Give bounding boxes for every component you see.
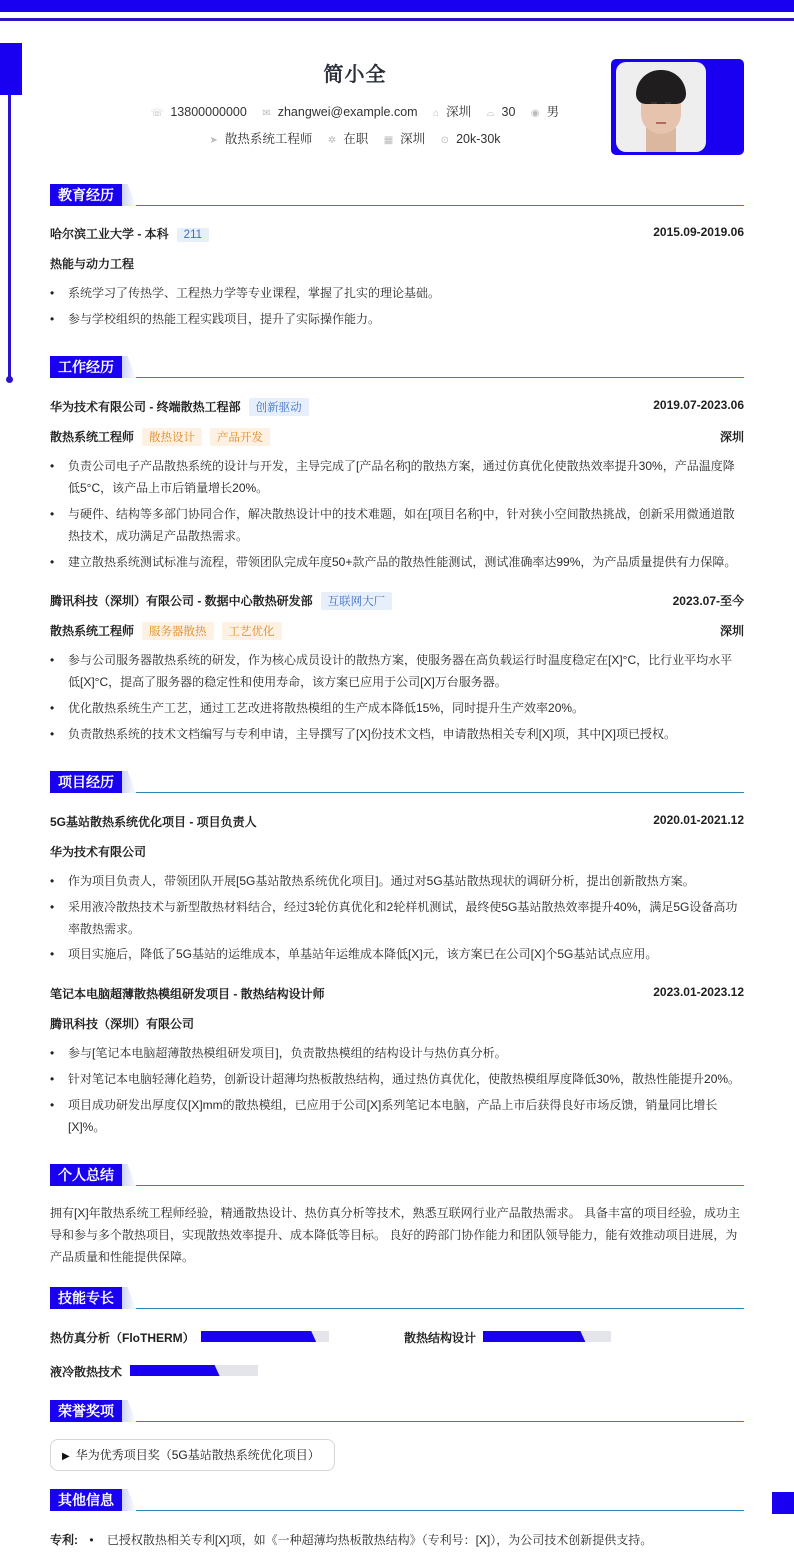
contact-age: ⌓ 30: [486, 105, 516, 119]
triangle-right-icon: ▶: [62, 1451, 70, 1462]
intent-salary: ⊙ 20k-30k: [440, 132, 501, 146]
company-tag: 创新驱动: [249, 398, 309, 416]
mail-icon: ✉: [262, 108, 271, 119]
other-item: 已授权散热相关专利[X]项，如《一种超薄均热板散热结构》（专利号：[X]），为公司技术创新提供支持。: [106, 1533, 653, 1547]
side-timeline-line: [8, 95, 11, 379]
list-item: • 项目成功研发出厚度仅[X]mm的散热模组，已应用于公司[X]系列笔记本电脑，产品上市后获得良好市场反馈，销量同比增长[X]%。: [50, 1094, 744, 1138]
skill-name: 热仿真分析（FloTHERM）: [50, 1331, 195, 1345]
contact-city: ⌂ 深圳: [433, 105, 472, 119]
other-label: 专利:: [50, 1533, 78, 1547]
work-date: 2019.07-2023.06: [653, 398, 744, 412]
section-other: [50, 1489, 744, 1511]
list-item: • 系统学习了传热学、工程热力学等专业课程，掌握了扎实的理论基础。: [50, 282, 744, 304]
phone-icon: ☏: [150, 108, 164, 119]
contact-email[interactable]: ✉ zhangwei@example.com: [262, 105, 418, 119]
skill-level-bar: [483, 1331, 611, 1342]
top-accent-line: [0, 18, 794, 21]
section-title: 项目经历: [50, 771, 122, 793]
section-title: 教育经历: [50, 184, 122, 206]
work-header: [50, 592, 744, 610]
skill-name: 液冷散热技术: [50, 1365, 123, 1379]
school-name: 哈尔滨工业大学 - 本科: [50, 227, 169, 241]
skill-name: 散热结构设计: [404, 1331, 477, 1345]
education-date: 2015.09-2019.06: [653, 225, 744, 239]
work-role-row: [50, 428, 744, 446]
home-icon: ⌂: [433, 108, 440, 119]
work-location: 深圳: [719, 624, 744, 638]
section-title: 个人总结: [50, 1164, 122, 1186]
project-header: [50, 813, 744, 830]
list-item: • 采用液冷散热技术与新型散热材料结合，经过3轮仿真优化和2轮样机测试，最终使5G基站散热效率提升40%，满足5G设备高功率散热需求。: [50, 896, 744, 940]
salary-icon: ⊙: [440, 135, 450, 146]
skill-tag: 工艺优化: [222, 622, 282, 640]
top-accent-bar: [0, 0, 794, 12]
side-accent-block: [0, 43, 22, 95]
project-title: 笔记本电脑超薄散热模组研发项目 - 散热结构设计师: [50, 987, 325, 1001]
section-education: [50, 184, 744, 206]
list-item: • 作为项目负责人，带领团队开展[5G基站散热系统优化项目]。通过对5G基站散热现状的调研分析，提出创新散热方案。: [50, 870, 744, 892]
work-date: 2023.07-至今: [672, 594, 744, 608]
work-role-row: [50, 622, 744, 640]
skill-level-bar: [130, 1365, 258, 1376]
list-item: • 与硬件、结构等多部门协同合作，解决散热设计中的技术难题，如在[项目名称]中，针对狭小空间散热挑战，创新采用微通道散热技术，成功满足产品散热需求。: [50, 503, 744, 547]
section-summary: [50, 1164, 744, 1186]
section-title: 其他信息: [50, 1489, 122, 1511]
intent-city: ▦ 深圳: [383, 132, 426, 146]
contact-phone: ☏ 13800000000: [150, 105, 247, 119]
project-date: 2020.01-2021.12: [653, 813, 744, 827]
list-item: • 参与学校组织的热能工程实践项目，提升了实际操作能力。: [50, 308, 744, 330]
list-item: • 负责散热系统的技术文档编写与专利申请，主导撰写了[X]份技术文档，申请散热相关专利[X]项，其中[X]项已授权。: [50, 723, 744, 745]
role: 散热系统工程师: [50, 430, 135, 444]
avatar-frame: [611, 59, 744, 155]
other-info-row: 专利: • 已授权散热相关专利[X]项，如《一种超薄均热板散热结构》（专利号：[X]），为公司技术创新提供支持。: [50, 1533, 653, 1547]
section-title: 技能专长: [50, 1287, 122, 1309]
skill-level-bar: [201, 1331, 329, 1342]
gender-icon: ◉: [530, 108, 540, 119]
work-header: [50, 398, 744, 416]
project-company: 华为技术有限公司: [50, 845, 147, 859]
summary-text: 拥有[X]年散热系统工程师经验，精通散热设计、热仿真分析等技术，熟悉互联网行业产品散热需求。 具备丰富的项目经验，成功主导和参与多个散热项目，实现散热效率提升、成本降低等目标。 良好的跨部门协作能力和团队领导能力，能有效推动项目进展，为产品质量和性能提供保障。: [50, 1206, 741, 1264]
award-label: 华为优秀项目奖（5G基站散热系统优化项目）: [75, 1448, 320, 1462]
company-name: 华为技术有限公司 - 终端散热工程部: [50, 400, 241, 414]
send-icon: ➤: [209, 135, 218, 146]
award-item[interactable]: [50, 1439, 335, 1471]
section-awards: [50, 1400, 744, 1422]
section-title: 工作经历: [50, 356, 122, 378]
project-company: 腾讯科技（深圳）有限公司: [50, 1017, 195, 1031]
company-name: 腾讯科技（深圳）有限公司 - 数据中心散热研发部: [50, 594, 313, 608]
section-work: [50, 356, 744, 378]
candidate-name: 简小全: [323, 64, 387, 86]
skill-tag: 产品开发: [210, 428, 270, 446]
major: 热能与动力工程: [50, 257, 135, 271]
skill-tag: 服务器散热: [142, 622, 214, 640]
list-item: • 优化散热系统生产工艺，通过工艺改进将散热模组的生产成本降低15%，同时提升生产效率20%。: [50, 697, 744, 719]
list-item: • 负责公司电子产品散热系统的设计与开发，主导完成了[产品名称]的散热方案，通过仿真优化使散热效率提升30%，产品温度降低5°C，该产品上市后销量增长20%。: [50, 455, 744, 499]
age-icon: ⌓: [486, 108, 495, 119]
company-tag: 互联网大厂: [321, 592, 393, 610]
list-item: • 参与[笔记本电脑超薄散热模组研发项目]，负责散热模组的结构设计与热仿真分析。: [50, 1042, 744, 1064]
avatar: [616, 62, 706, 152]
project-date: 2023.01-2023.12: [653, 985, 744, 999]
intent-row: [50, 129, 660, 147]
intent-position: ➤ 散热系统工程师: [209, 132, 313, 146]
status-icon: ✲: [327, 135, 337, 146]
building-icon: ▦: [383, 135, 394, 146]
skill-tag: 散热设计: [142, 428, 202, 446]
corner-accent-block: [772, 1492, 794, 1514]
list-item: • 参与公司服务器散热系统的研发，作为核心成员设计的散热方案，使服务器在高负载运行时温度稳定在[X]°C，比行业平均水平低[X]°C，提高了服务器的稳定性和使用寿命，该方案已应用于公司[X]万台服务器。: [50, 649, 744, 693]
list-item: • 项目实施后，降低了5G基站的运维成本，单基站年运维成本降低[X]元，该方案已在公司[X]个5G基站试点应用。: [50, 943, 744, 965]
section-title: 荣誉奖项: [50, 1400, 122, 1422]
work-location: 深圳: [719, 430, 744, 444]
intent-status: ✲ 在职: [327, 132, 369, 146]
school-tag: 211: [177, 228, 209, 242]
list-item: • 建立散热系统测试标准与流程，带领团队完成年度50+款产品的散热性能测试，测试准确率达99%，为产品质量提供有力保障。: [50, 551, 744, 573]
list-item: • 针对笔记本电脑轻薄化趋势，创新设计超薄均热板散热结构，通过热仿真优化，使散热模组厚度降低30%，散热性能提升20%。: [50, 1068, 744, 1090]
education-header: [50, 225, 744, 242]
role: 散热系统工程师: [50, 624, 135, 638]
project-header: [50, 985, 744, 1002]
project-title: 5G基站散热系统优化项目 - 项目负责人: [50, 815, 257, 829]
section-skills: [50, 1287, 744, 1309]
section-projects: [50, 771, 744, 793]
contact-gender: ◉ 男: [530, 105, 560, 119]
contact-row: [50, 102, 660, 120]
side-timeline-dot: [6, 376, 13, 383]
